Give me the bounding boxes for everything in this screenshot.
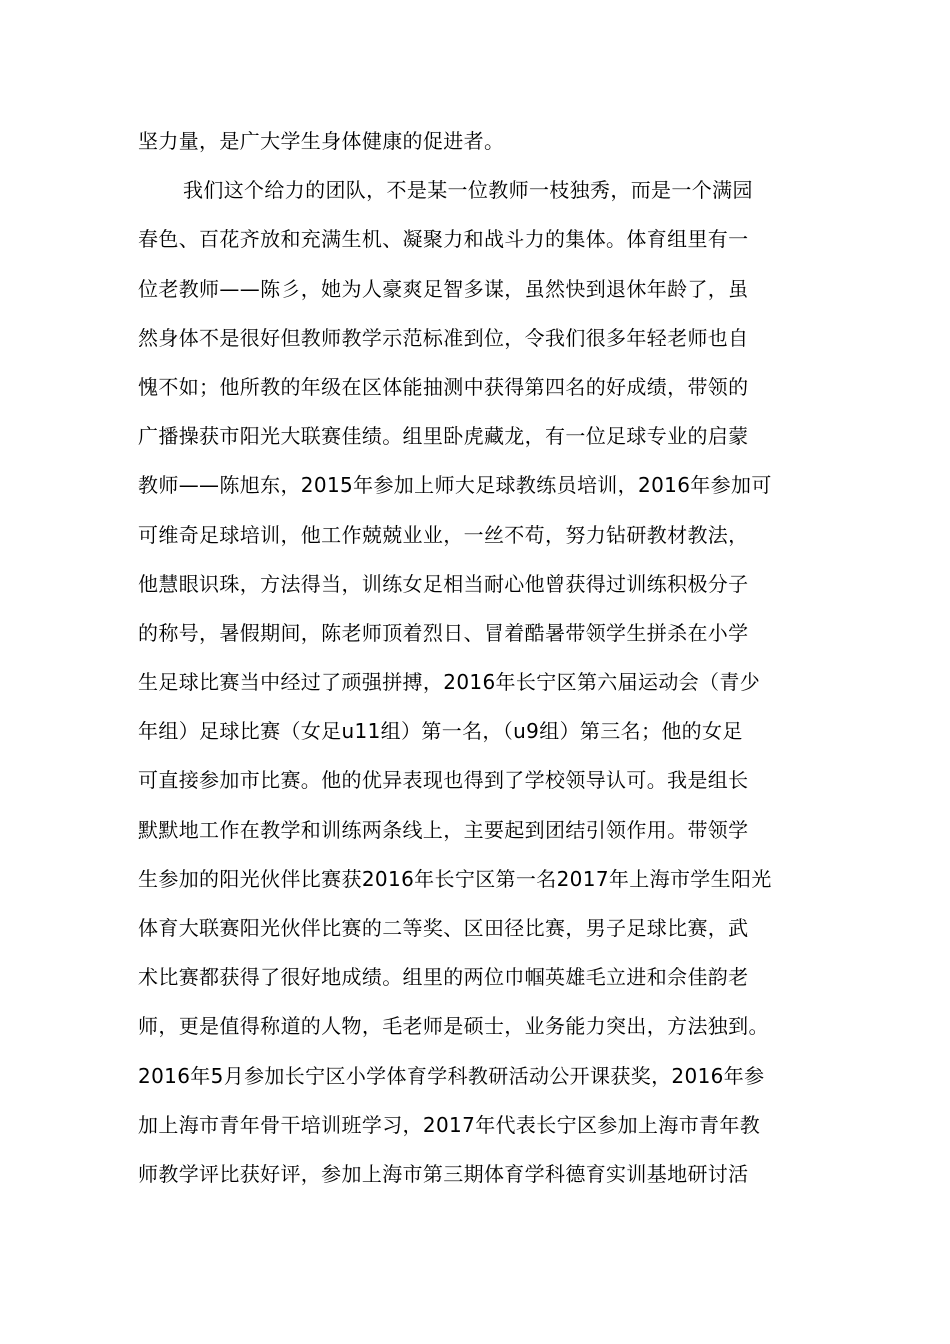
text-line: 2016年5月参加长宁区小学体育学科教研活动公开课获奖，2016年参 (138, 1063, 765, 1088)
text-line: 广播操获市阳光大联赛佳绩。组里卧虎藏龙，有一位足球专业的启蒙 (138, 424, 749, 449)
text-line: 加上海市青年骨干培训班学习，2017年代表长宁区参加上海市青年教 (138, 1112, 761, 1137)
text-line: 可维奇足球培训，他工作兢兢业业，一丝不苟，努力钻研教材教法， (138, 522, 749, 547)
text-line: 生参加的阳光伙伴比赛获2016年长宁区第一名2017年上海市学生阳光 (138, 866, 772, 891)
text-line: 师教学评比获好评，参加上海市第三期体育学科德育实训基地研讨活 (138, 1161, 749, 1186)
text-line: 生足球比赛当中经过了顽强拼搏，2016年长宁区第六届运动会（青少 (138, 670, 761, 695)
text-line: 坚力量，是广大学生身体健康的促进者。 (138, 129, 505, 153)
text-line: 可直接参加市比赛。他的优异表现也得到了学校领导认可。我是组长 (138, 768, 749, 793)
text-line: 愧不如；他所教的年级在区体能抽测中获得第四名的好成绩，带领的 (138, 374, 749, 399)
text-line: 体育大联赛阳光伙伴比赛的二等奖、区田径比赛，男子足球比赛，武 (138, 916, 749, 940)
paragraph-first-line: 我们这个给力的团队，不是某一位教师一枝独秀，而是一个满园 (183, 178, 753, 203)
text-line: 教师——陈旭东，2015年参加上师大足球教练员培训，2016年参加可 (138, 473, 772, 498)
text-line: 然身体不是很好但教师教学示范标准到位，令我们很多年轻老师也自 (138, 325, 749, 350)
text-line: 年组）足球比赛（女足u11组）第一名，（u9组）第三名；他的女足 (138, 719, 743, 744)
text-line: 术比赛都获得了很好地成绩。组里的两位巾帼英雄毛立进和佘佳韵老 (138, 965, 749, 990)
text-line: 位老教师——陈彡，她为人豪爽足智多谋，虽然快到退休年龄了，虽 (138, 276, 749, 301)
text-line: 春色、百花齐放和充满生机、凝聚力和战斗力的集体。体育组里有一 (138, 227, 749, 252)
text-line: 的称号，暑假期间，陈老师顶着烈日、冒着酷暑带领学生拼杀在小学 (138, 620, 749, 645)
text-line: 师，更是值得称道的人物，毛老师是硕士，业务能力突出，方法独到。 (138, 1014, 769, 1039)
text-line: 他慧眼识珠，方法得当，训练女足相当耐心他曾获得过训练积极分子 (138, 571, 749, 596)
text-line: 默默地工作在教学和训练两条线上，主要起到团结引领作用。带领学 (138, 817, 749, 842)
body-text (138, 117, 828, 1199)
